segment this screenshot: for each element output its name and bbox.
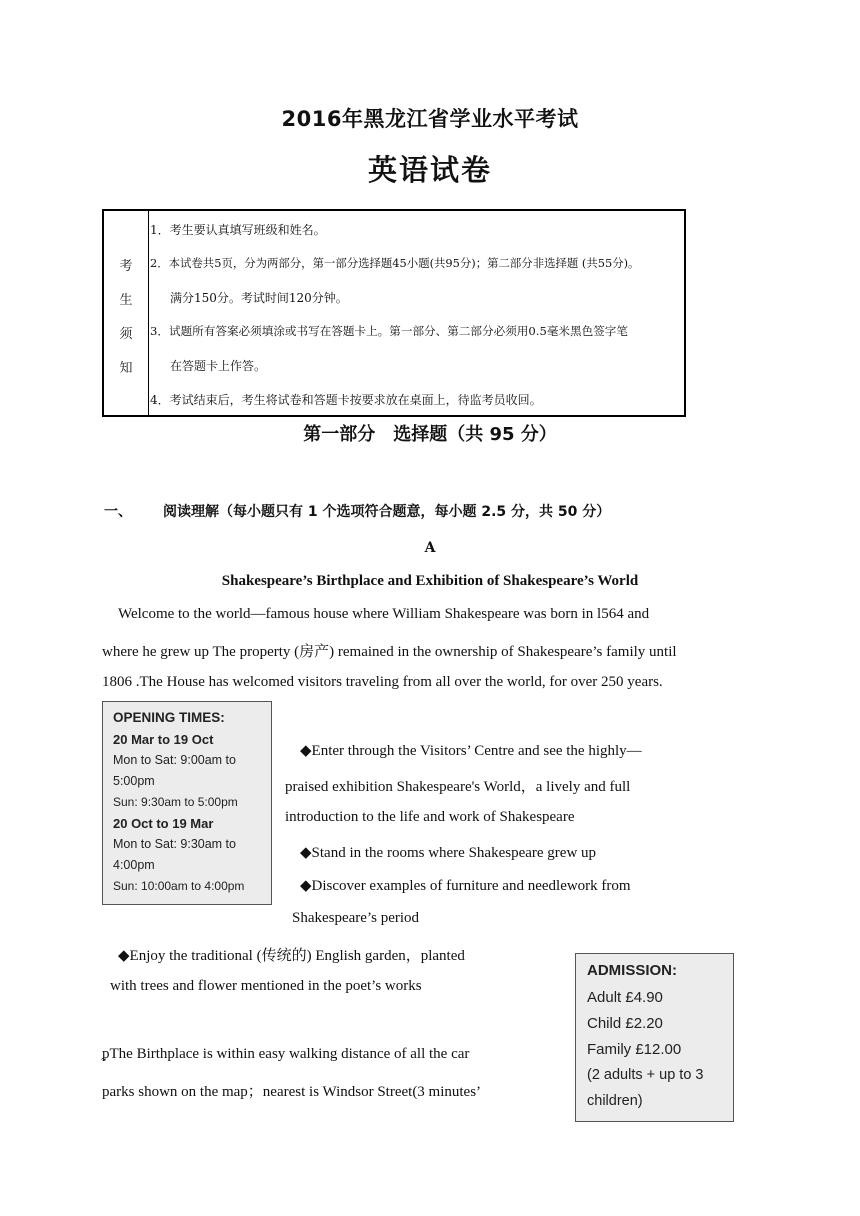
feature-line: introduction to the life and work of Shakespeare [285, 809, 575, 825]
passage-title: Shakespeare’s Birthplace and Exhibition of Shakespeare’s World [221, 573, 639, 589]
opening-hours: Sun: 9:30am to 5:00pm [113, 795, 238, 809]
opening-period: 20 Oct to 19 Mar [113, 816, 214, 831]
intro-line: Welcome to the world—famous house where William Shakespeare was born in l564 and [118, 606, 650, 622]
intro-line: where he grew up The property (房产) remained in the ownership of Shakespeare’s family until [102, 644, 677, 660]
notice-line: 4．考试结束后，考生将试卷和答题卡按要求放在桌面上，待监考员收回。 [150, 393, 542, 407]
notice-line: 3．试题所有答案必须填涂或书写在答题卡上。第一部分、第二部分必须用0.5毫米黑色签字笔 [150, 324, 628, 338]
section-number: 一、 [104, 504, 132, 520]
side-char: 须 [119, 327, 133, 342]
notice-line: 满分150分。考试时间120分钟。 [170, 291, 348, 305]
section-title: 阅读理解（每小题只有 1 个选项符合题意，每小题 2.5 分，共 50 分） [163, 504, 611, 520]
feature-line: praised exhibition Shakespeare's World，a lively and full [285, 779, 631, 795]
opening-hours: 4:00pm [113, 858, 155, 872]
candidate-notice-box [102, 209, 686, 417]
opening-hours: 5:00pm [113, 774, 155, 788]
feature-line: ᵱThe Birthplace is within easy walking distance of all the car [102, 1046, 470, 1062]
admission-image [575, 953, 734, 1122]
feature-line: ◆Discover examples of furniture and needlework from [300, 878, 631, 894]
opening-times-heading: OPENING TIMES: [113, 710, 225, 725]
feature-line: parks shown on the map；nearest is Windsor Street(3 minutes’ [102, 1084, 482, 1100]
admission-price: Adult £4.90 [587, 989, 663, 1006]
opening-hours: Mon to Sat: 9:30am to [113, 837, 236, 851]
side-char: 考 [119, 259, 133, 274]
notice-line: 在答题卡上作答。 [170, 359, 267, 373]
opening-times-image [102, 701, 272, 905]
passage-letter: A [424, 540, 436, 556]
admission-heading: ADMISSION: [587, 962, 677, 979]
notice-line: 2．本试卷共5页，分为两部分，第一部分选择题45小题(共95分)；第二部分非选择题 (共55分)。 [150, 256, 640, 270]
opening-hours: Mon to Sat: 9:00am to [113, 753, 236, 767]
feature-line: ◆Enter through the Visitors’ Centre and see the highly— [300, 743, 642, 759]
opening-period: 20 Mar to 19 Oct [113, 732, 214, 747]
admission-note: (2 adults + up to 3 [587, 1067, 704, 1083]
side-char: 生 [119, 293, 133, 308]
intro-line: 1806 .The House has welcomed visitors traveling from all over the world, for over 250 years. [102, 674, 663, 690]
feature-line: ◆Enjoy the traditional (传统的) English garden，planted [118, 948, 465, 964]
side-char: 知 [119, 361, 133, 376]
opening-hours: Sun: 10:00am to 4:00pm [113, 879, 245, 893]
exam-title: 2016年黑龙江省学业水平考试 [281, 107, 579, 131]
admission-price: Child £2.20 [587, 1015, 663, 1032]
part-one-heading: 第一部分 选择题（共 95 分） [303, 424, 557, 445]
feature-line: ◆Stand in the rooms where Shakespeare grew up [300, 845, 597, 861]
notice-side-label [104, 211, 149, 415]
feature-line: Shakespeare’s period [292, 910, 420, 926]
feature-line: with trees and flower mentioned in the poet’s works [110, 978, 422, 994]
admission-note: children) [587, 1093, 643, 1109]
notice-line: 1．考生要认真填写班级和姓名。 [150, 223, 326, 237]
exam-subtitle: 英语试卷 [367, 153, 492, 187]
admission-price: Family £12.00 [587, 1041, 682, 1058]
